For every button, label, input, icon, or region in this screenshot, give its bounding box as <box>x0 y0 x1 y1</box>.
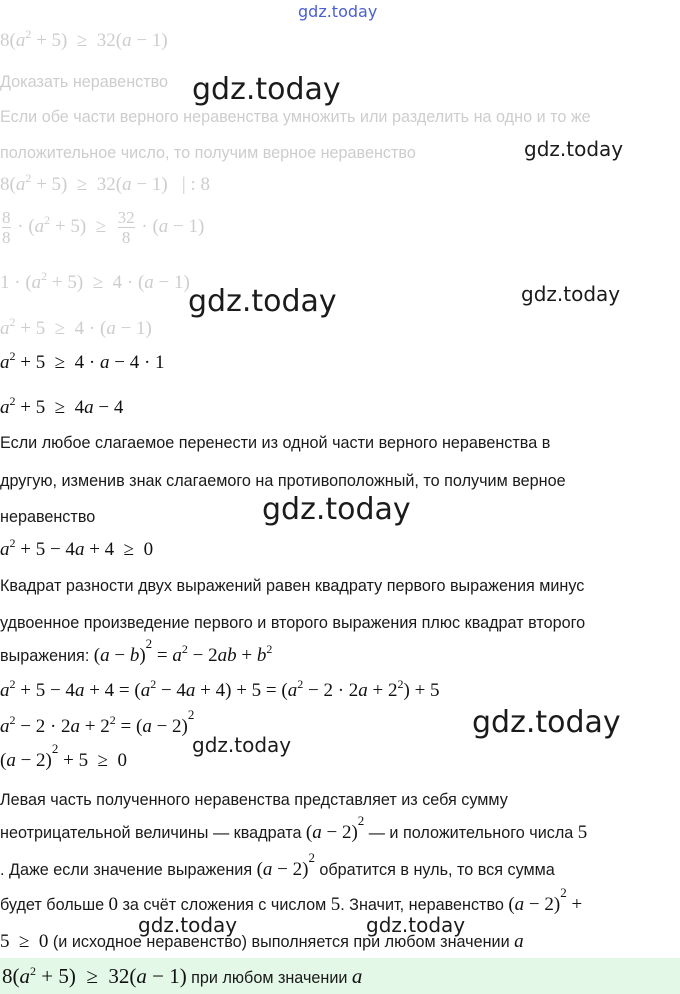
step-divide-by-8: $8(a^2 + 5) \ge 32(a - 1)$ | : 8 <box>0 171 211 195</box>
conclusion-line-3: . Даже если значение выражения $(a - 2)^2$ обратится в нуль, то вся сумма <box>0 850 555 880</box>
watermark: gdz.today <box>366 913 466 937</box>
conclusion-line-4: будет больше 0 за счёт сложения с числом 5. Значит, неравенство $(a - 2)^2$ + <box>0 885 583 915</box>
conclusion-line-5: 5 ≥ 0 (и исходное неравенство) выполняется при любом значении a <box>0 931 524 952</box>
watermark: gdz.today <box>472 705 621 740</box>
answer-math: $8(a^2 + 5) \ge 32(a - 1)$ <box>2 964 187 988</box>
answer-text: при любом значении <box>191 969 348 987</box>
conclusion-line-2: неотрицательной величины — квадрата $(a - 2)^2$ — и положительного числа 5 <box>0 813 588 843</box>
watermark: gdz.today <box>298 2 378 21</box>
step-grouping: $a^2 + 5 - 4a + 4 = (a^2 - 4a + 4) + 5 = (a^2 - 2 \cdot 2a + 2^2) + 5$ <box>0 677 440 701</box>
step-simplified: $1 \cdot (a^2 + 5) \ge 4 \cdot (a - 1)$ <box>0 269 190 293</box>
given-inequality: $8(a^2 + 5) \ge 32(a - 1)$ <box>0 27 168 51</box>
rule-transfer-line-2: другую, изменив знак слагаемого на противоположный, то получим верное <box>0 472 566 490</box>
watermark: gdz.today <box>521 282 621 306</box>
watermark: gdz.today <box>192 733 292 757</box>
square-formula: $(a - b)^2 = a^2 - 2ab + b^2$ <box>93 636 273 666</box>
answer-line <box>2 964 362 989</box>
watermark: gdz.today <box>524 137 624 161</box>
step-square: $a^2 - 2 \cdot 2a + 2^2 = (a - 2)^2$ <box>0 707 195 737</box>
watermark: gdz.today <box>188 284 337 319</box>
step-transfer: $a^2 + 5 - 4a + 4 \ge 0$ <box>0 536 154 560</box>
rule-multiply-line-1: Если обе части верного неравенства умножить или разделить на одно и то же <box>0 108 591 126</box>
rule-transfer-line-3: неравенство <box>0 508 96 526</box>
step-fractions: $\frac{8}{8}$ · $(a^2 + 5)$ ≥ $\frac{32}{8}$ · (a − 1) <box>2 208 205 247</box>
step-result: $a^2 + 5 \ge 4a - 4$ <box>0 394 124 418</box>
rule-square-line-1: Квадрат разности двух выражений равен квадрату первого выражения минус <box>0 577 585 595</box>
watermark: gdz.today <box>262 492 411 527</box>
answer-var: a <box>351 964 363 988</box>
rule-square-line-2: удвоенное произведение первого и второго выражения плюс квадрат второго <box>0 614 586 632</box>
step-left-expanded: $a^2 + 5 \ge 4 \cdot (a - 1)$ <box>0 315 152 339</box>
watermark: gdz.today <box>138 913 238 937</box>
rule-square-label: выражения: <box>0 647 90 665</box>
conclusion-line-1: Левая часть полученного неравенства представляет из себя сумму <box>0 791 508 809</box>
task-statement: Доказать неравенство <box>0 73 169 91</box>
rule-square-line-3 <box>0 636 273 667</box>
step-final-inequality: $(a - 2)^2 + 5 \ge 0$ <box>0 741 128 771</box>
watermark: gdz.today <box>192 72 341 107</box>
rule-transfer-line-1: Если любое слагаемое перенести из одной части верного неравенства в <box>0 434 551 452</box>
step-distribute: $a^2 + 5 \ge 4 \cdot a - 4 \cdot 1$ <box>0 349 165 373</box>
rule-multiply-line-2: положительное число, то получим верное неравенство <box>0 144 416 162</box>
